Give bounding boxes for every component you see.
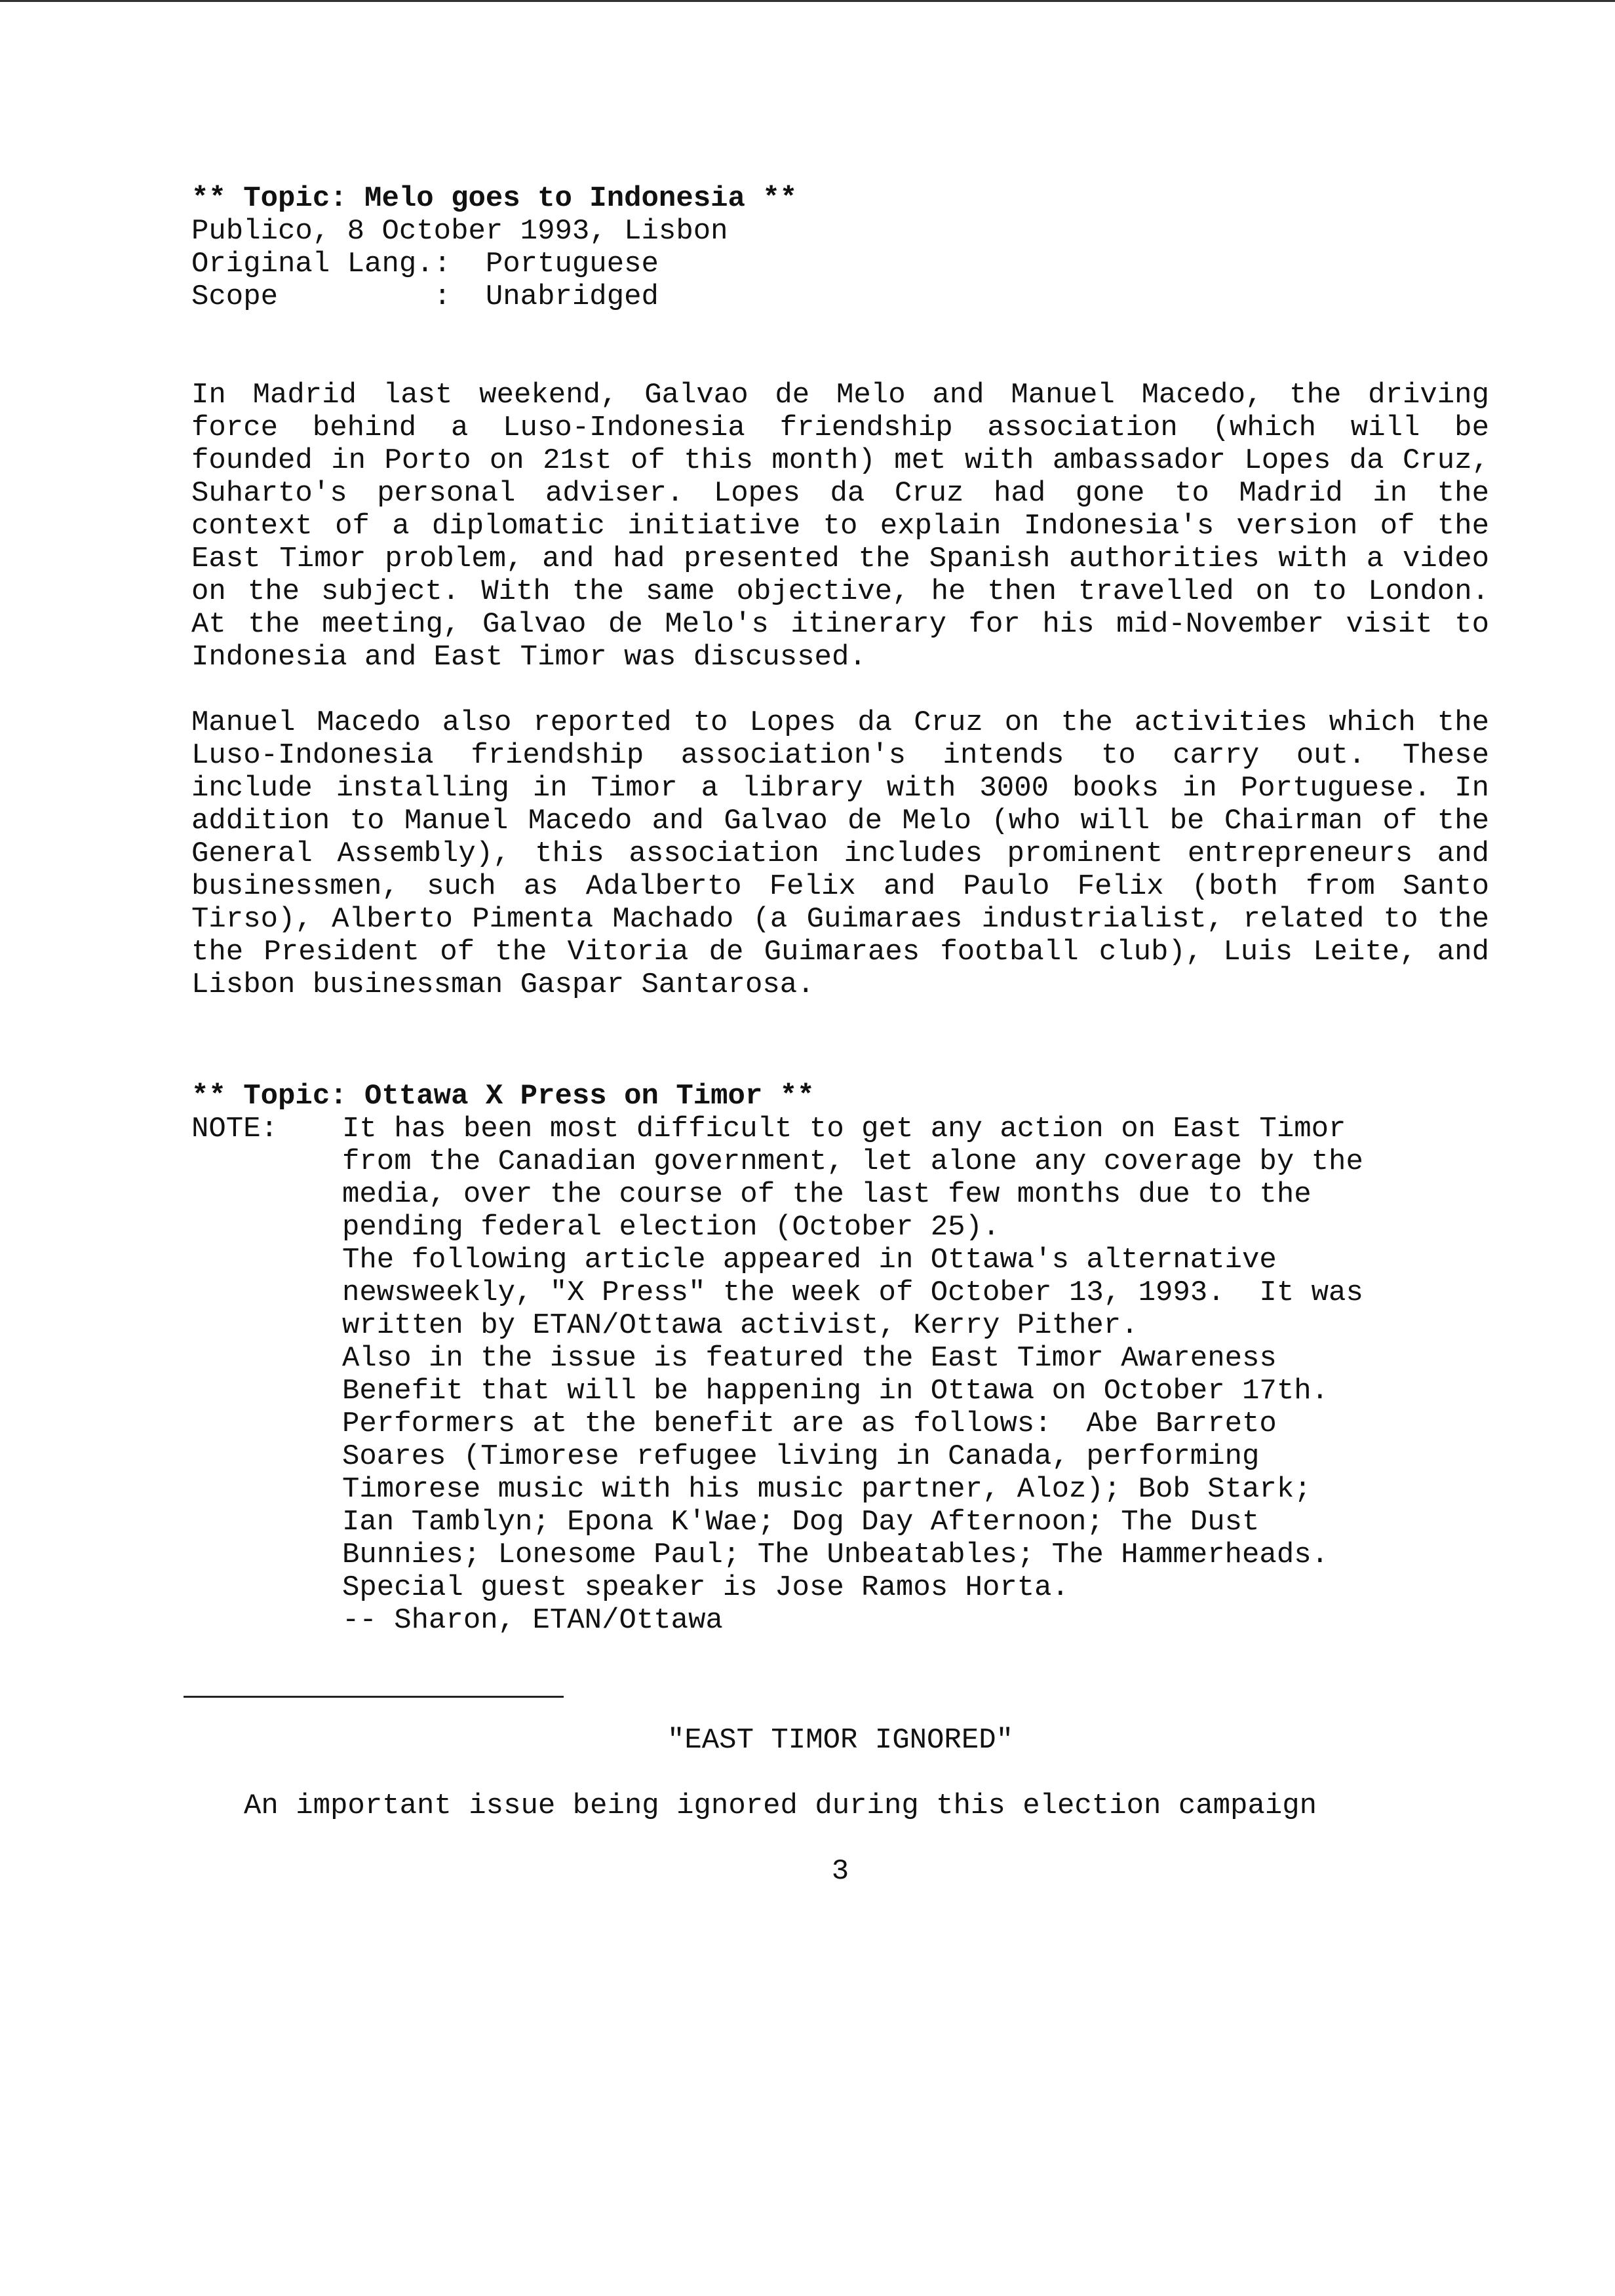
note-line: Performers at the benefit are as follows: Abe Barreto bbox=[342, 1407, 1277, 1440]
note-line: It has been most difficult to get any action on East Timor bbox=[342, 1113, 1346, 1145]
note-line: Soares (Timorese refugee living in Canada, performing bbox=[342, 1440, 1260, 1473]
note-line: Benefit that will be happening in Ottawa on October 17th. bbox=[342, 1375, 1329, 1407]
page-number: 3 bbox=[831, 1855, 849, 1888]
note-line: media, over the course of the last few months due to the bbox=[342, 1178, 1312, 1211]
top-edge-rule bbox=[0, 0, 1615, 2]
article-ottawa bbox=[191, 1080, 1489, 1822]
note-line: Bunnies; Lonesome Paul; The Unbeatables; The Hammerheads. bbox=[342, 1539, 1329, 1571]
document-page bbox=[191, 182, 1489, 1888]
note-line: Special guest speaker is Jose Ramos Horta. bbox=[342, 1571, 1069, 1604]
note-line: pending federal election (October 25). bbox=[342, 1211, 1000, 1244]
body-paragraph: In Madrid last weekend, Galvao de Melo and Manuel Macedo, the driving force behind a Luso-Indonesia friendship association (which will be founded in Porto on 21st of this month) met with ambassador Lopes da Cruz, Suharto's personal adviser. Lopes da Cruz had gone to Madrid in the context of a diplomatic initiative to explain Indonesia's version of the East Timor problem, and had presented the Spanish authorities with a video on the subject. With the same objective, he then travelled on to London. At the meeting, Galvao de Melo's itinerary for his mid-November visit to Indonesia and East Timor was discussed. bbox=[191, 379, 1489, 674]
note-line: Timorese music with his music partner, Aloz); Bob Stark; bbox=[342, 1473, 1312, 1506]
note-line: from the Canadian government, let alone any coverage by the bbox=[342, 1145, 1363, 1178]
note-line: Also in the issue is featured the East Timor Awareness bbox=[342, 1342, 1277, 1375]
article-heading: ** Topic: Ottawa X Press on Timor ** bbox=[191, 1080, 815, 1113]
note-line: newsweekly, "X Press" the week of October 13, 1993. It was bbox=[342, 1276, 1363, 1309]
note-line: Ian Tamblyn; Epona K'Wae; Dog Day Afternoon; The Dust bbox=[342, 1506, 1260, 1539]
note-signature: -- Sharon, ETAN/Ottawa bbox=[342, 1604, 723, 1637]
original-language-line: Original Lang.: Portuguese bbox=[191, 248, 659, 280]
scope-line: Scope : Unabridged bbox=[191, 280, 659, 313]
note-line: written by ETAN/Ottawa activist, Kerry Pither. bbox=[342, 1309, 1138, 1342]
note-line: The following article appeared in Ottawa's alternative bbox=[342, 1244, 1277, 1276]
article-melo bbox=[191, 182, 1489, 1001]
article-heading: ** Topic: Melo goes to Indonesia ** bbox=[191, 182, 798, 215]
separator-rule bbox=[184, 1696, 564, 1698]
note-body bbox=[342, 1113, 1489, 1637]
note-label: NOTE: bbox=[191, 1113, 279, 1145]
article-lead-line: An important issue being ignored during this election campaign bbox=[244, 1789, 1317, 1822]
source-line: Publico, 8 October 1993, Lisbon bbox=[191, 215, 728, 248]
body-paragraph: Manuel Macedo also reported to Lopes da Cruz on the activities which the Luso-Indonesia friendship association's intends to carry out. These include installing in Timor a library with 3000 books in Portuguese. In addition to Manuel Macedo and Galvao de Melo (who will be Chairman of the General Assembly), this association includes prominent entrepreneurs and businessmen, such as Adalberto Felix and Paulo Felix (both from Santo Tirso), Alberto Pimenta Machado (a Guimaraes industrialist, related to the the President of the Vitoria de Guimaraes football club), Luis Leite, and Lisbon businessman Gaspar Santarosa. bbox=[191, 706, 1489, 1001]
note-block bbox=[191, 1113, 1489, 1637]
article-title: "EAST TIMOR IGNORED" bbox=[667, 1724, 1014, 1757]
